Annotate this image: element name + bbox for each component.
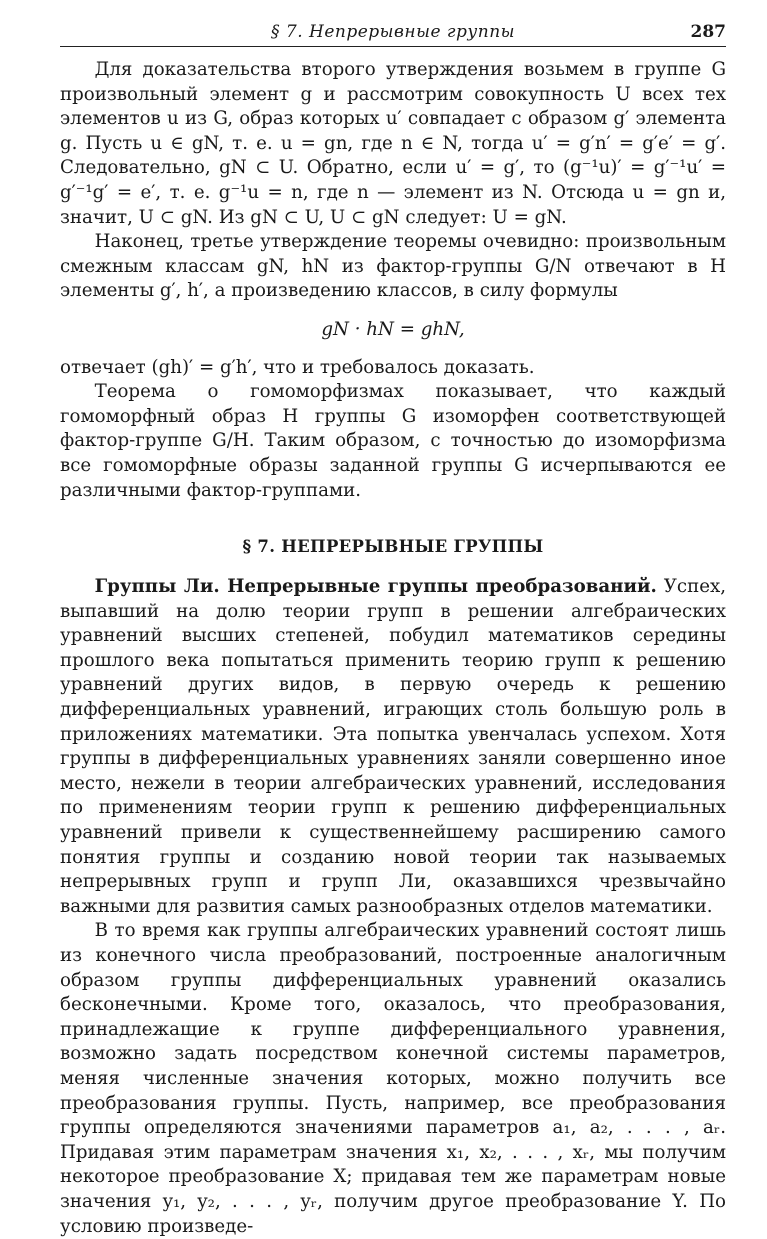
display-formula: gN · hN = ghN,: [321, 318, 465, 340]
run-in-heading: Группы Ли. Непрерывные группы преобразований.: [94, 576, 657, 598]
paragraph-continuous-groups: В то время как группы алгебраических уравнений состоят лишь из конечного числа преобразований, построенные аналогичным образом группы дифференциальных уравнений оказались бесконечными. Кроме того, оказалось, что преобразования, принадлежащие к группе дифференциального уравнения, возможно задать посредством конечной системы параметров, меняя численные значения которых, можно получить все преобразования группы. Пусть, например, все преобразования группы определяются значениями параметров a₁, a₂, . . . , aᵣ. Придавая этим параметрам значения x₁, x₂, . . . , xᵣ, мы получим некоторое преобразование X; придавая тем же параметрам новые значения y₁, y₂, . . . , yᵣ, получим другое преобразование Y. По условию произведе-: [60, 920, 726, 1237]
paragraph-proof-second-statement: Для доказательства второго утверждения возьмем в группе G произвольный элемент g и рассмотрим совокупность U всех тех элементов u из G, образ которых u′ совпадает с образом g′ элемента g. Пусть u ∈ gN, т. е. u = gn, где n ∈ N, тогда u′ = g′n′ = g′e′ = g′. Следовательно, gN ⊂ U. Обратно, если u′ = g′, то (g⁻¹u)′ = g′⁻¹u′ = g′⁻¹g′ = e′, т. е. g⁻¹u = n, где n — элемент из N. Отсюда u = gn и, значит, U ⊂ gN. Из gN ⊂ U, U ⊂ gN следует: U = gN.: [60, 59, 726, 228]
section-heading: § 7. НЕПРЕРЫВНЫЕ ГРУППЫ: [242, 537, 544, 557]
running-head: [60, 10, 726, 47]
paragraph-third-statement: Наконец, третье утверждение теоремы очевидно: произвольным смежным классам gN, hN из фактор-группы G/N отвечают в H элементы g′, h′, а произведению классов, в силу формулы: [60, 231, 726, 302]
page-number: 287: [690, 22, 726, 42]
paragraph-conclusion: отвечает (gh)′ = g′h′, что и требовалось доказать.: [60, 356, 535, 378]
page-body: [60, 58, 726, 1239]
running-head-title: § 7. Непрерывные группы: [270, 22, 515, 42]
paragraph-lie-groups-text: Успех, выпавший на долю теории групп в решении алгебраических уравнений высших степеней, побудил математиков середины прошлого века попытаться применить теорию групп к решению уравнений других видов, в первую очередь к решению дифференциальных уравнений, играющих столь большую роль в приложениях математики. Эта попытка увенчалась успехом. Хотя группы в дифференциальных уравнениях заняли совершенно иное место, нежели в теории алгебраических уравнений, исследования по применениям теории групп к решению дифференциальных уравнений привели к существеннейшему расширению самого понятия группы и созданию новой теории так называемых непрерывных групп и групп Ли, оказавшихся чрезвычайно важными для развития самых разнообразных отделов математики.: [60, 576, 726, 917]
paragraph-lie-groups: [60, 575, 726, 919]
paragraph-homomorphism-theorem: Теорема о гомоморфизмах показывает, что каждый гомоморфный образ H группы G изоморфен соответствующей фактор-группе G/H. Таким образом, с точностью до изоморфизма все гомоморфные образы заданной группы G исчерпываются ее различными фактор-группами.: [60, 381, 726, 501]
